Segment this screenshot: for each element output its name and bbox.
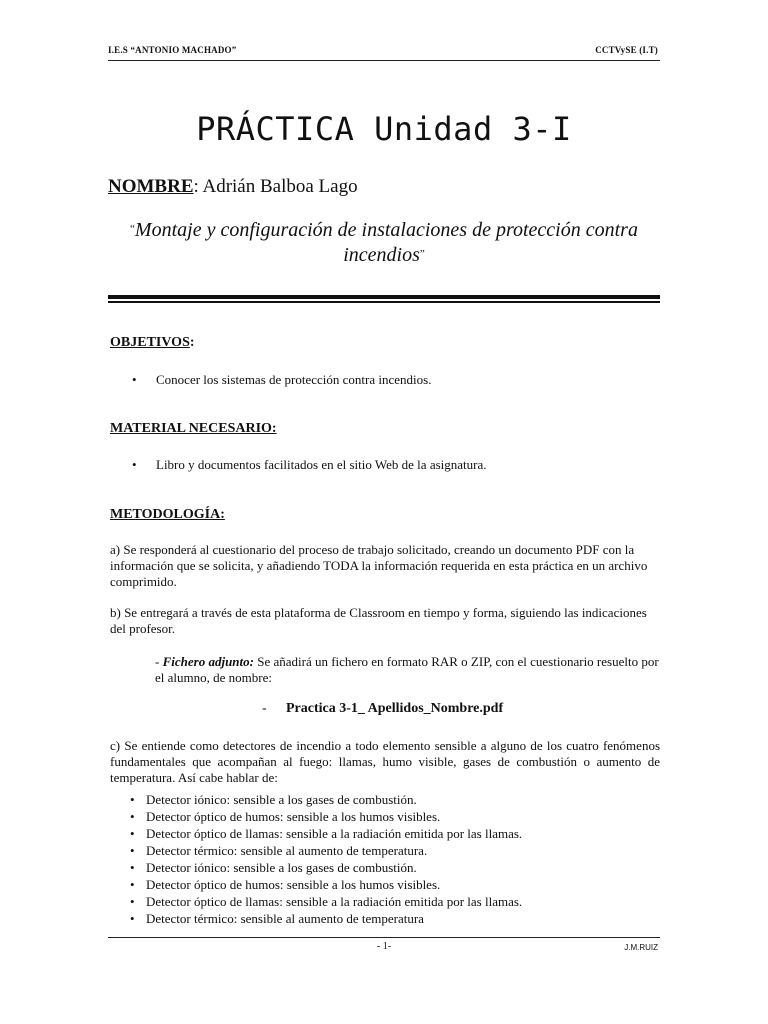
list-item: • Detector iónico: sensible a los gases de combustión. [130,791,522,808]
header-course: CCTVySE (I.T) [595,45,658,55]
detector-list [130,791,522,927]
material-item: • Libro y documentos facilitados en el sitio Web de la asignatura. [132,457,487,472]
attachment-label: Fichero adjunto: [162,654,254,669]
document-title: PRÁCTICA Unidad 3-I [196,110,572,148]
subtitle-open-quote: “ [130,223,135,235]
objetivos-heading: OBJETIVOS: [110,335,195,350]
student-name-line [108,176,358,198]
list-item: • Detector térmico: sensible al aumento de temperatura. [130,842,522,859]
objetivos-item: • Conocer los sistemas de protección contra incendios. [132,372,432,387]
material-heading: MATERIAL NECESARIO: [110,421,277,436]
title-divider-thick [108,295,660,299]
subtitle-text: Montaje y configuración de instalaciones de protección contra incendios [134,219,638,266]
title-divider-thin [108,301,660,303]
footer-author: J.M.RUIZ [624,943,658,952]
list-item: • Detector óptico de humos: sensible a los humos visibles. [130,876,522,893]
name-label: NOMBRE [108,176,194,197]
bullet-icon: • [132,372,137,387]
header-school: I.E.S “ANTONIO MACHADO” [108,45,237,55]
bullet-icon: • [132,457,137,472]
list-item: • Detector óptico de llamas: sensible a la radiación emitida por las llamas. [130,825,522,842]
practice-subtitle [100,217,668,267]
metodologia-heading: METODOLOGÍA: [110,507,225,522]
filename-value: Practica 3-1_ Apellidos_Nombre.pdf [286,701,504,716]
metodologia-paragraph-c: c) Se entiende como detectores de incendio a todo elemento sensible a alguno de los cuatro fenómenos fundamentales que acompañan al fuego: llamas, humo visible, gases de combustión o aumento de temperatura. Así cabe hablar de: [110,738,660,785]
name-value: Adrián Balboa Lago [198,176,358,197]
list-item: • Detector óptico de humos: sensible a los humos visibles. [130,808,522,825]
name-separator: : [193,176,199,197]
list-item: • Detector óptico de llamas: sensible a la radiación emitida por las llamas. [130,893,522,910]
page-footer [108,937,660,958]
page-number: - 1- [376,941,392,952]
metodologia-paragraph-a: a) Se responderá al cuestionario del proceso de trabajo solicitado, creando un documento PDF con la información que se solicita, y añadiendo TODA la información requerida en esta práctica en un archivo comprimido. [110,542,648,589]
attachment-instructions: - Fichero adjunto: Se añadirá un fichero en formato RAR o ZIP, con el cuestionario resuelto por el alumno, de nombre: [155,654,659,685]
page-header [108,42,660,61]
metodologia-paragraph-b: b) Se entregará a través de esta plataforma de Classroom en tiempo y forma, siguiendo las indicaciones del profesor. [110,605,647,636]
list-item: • Detector iónico: sensible a los gases de combustión. [130,859,522,876]
required-filename: - Practica 3-1_ Apellidos_Nombre.pdf [262,701,504,716]
subtitle-close-quote: ” [419,248,425,260]
list-item: • Detector térmico: sensible al aumento de temperatura [130,910,522,927]
